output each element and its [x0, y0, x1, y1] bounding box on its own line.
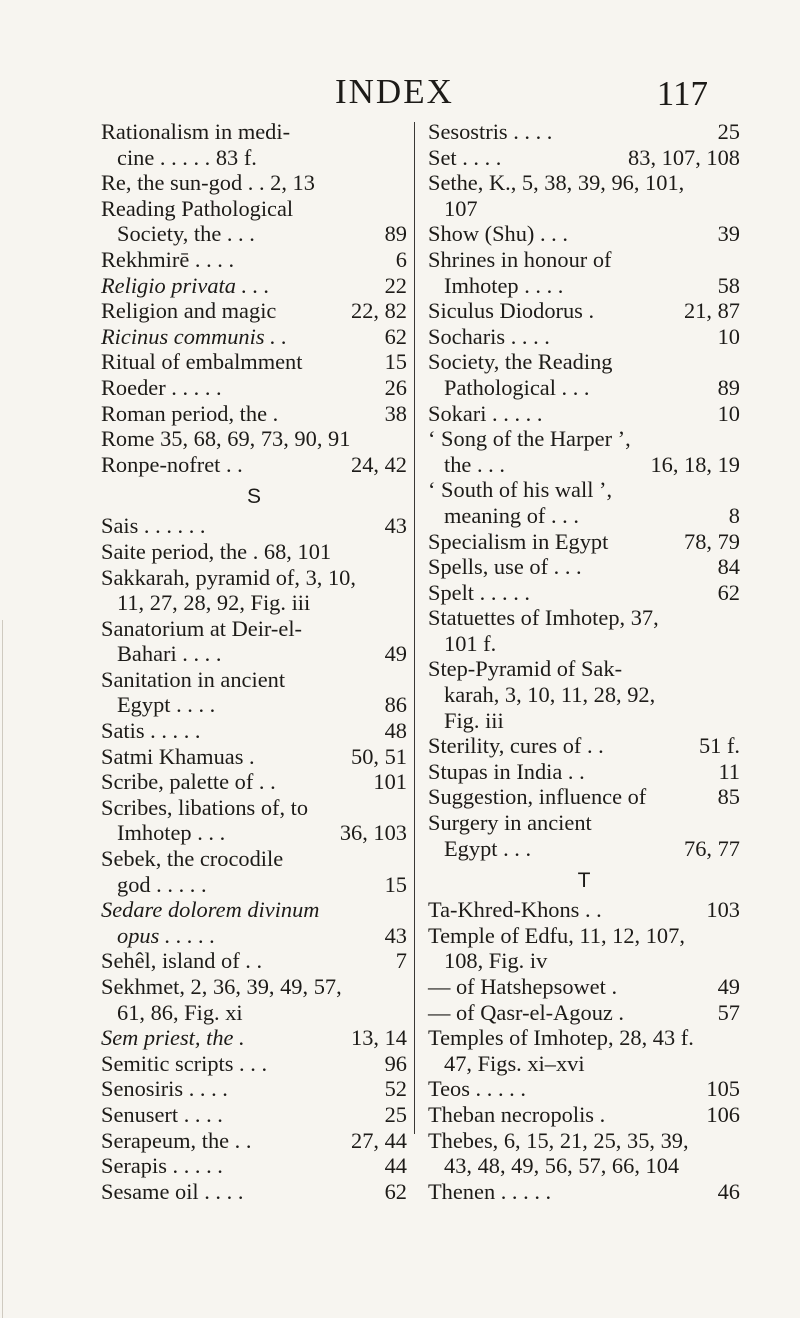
index-entry: Reading Pathological [101, 195, 294, 221]
index-entry: Shrines in honour of [428, 246, 612, 272]
index-entry: Ta-Khred-Khons . . 103 [428, 897, 740, 923]
section-letter-s: S [246, 485, 261, 509]
index-entry: Sokari . . . . . 10 [428, 400, 740, 426]
index-entry: Sterility, cures of . . 51 f. [428, 733, 740, 759]
index-entry: Sesostris . . . . 25 [428, 119, 740, 144]
index-entry: Step-Pyramid of Sak- [428, 656, 623, 682]
index-entry: Satis . . . . . 48 [101, 718, 407, 744]
index-entry: Surgery in ancient [428, 810, 592, 836]
index-entry: Rekhmirē . . . . 6 [101, 246, 407, 272]
column-divider [414, 122, 415, 1134]
index-entry: Sekhmet, 2, 36, 39, 49, 57, [101, 974, 342, 999]
index-entry-continuation: cine . . . . . 83 f. [117, 144, 257, 170]
index-entry: Sais . . . . . . 43 [101, 513, 407, 539]
index-entry: Thenen . . . . . 46 [428, 1178, 740, 1204]
index-entry-continuation: Pathological . . . 89 [444, 374, 740, 400]
index-entry: Serapeum, the . . 27, 44 [101, 1127, 407, 1153]
index-entry: Sethe, K., 5, 38, 39, 96, 101, [428, 170, 685, 196]
index-entry: Ronpe-nofret . . 24, 42 [101, 451, 407, 477]
index-entry-continuation: 43, 48, 49, 56, 57, 66, 104 [444, 1153, 680, 1179]
index-entry-continuation: Egypt . . . 76, 77 [444, 835, 740, 861]
page-title: INDEX [335, 72, 454, 111]
index-entry: Set . . . . 83, 107, 108 [428, 144, 740, 170]
index-entry: — of Hatshepsowet . 49 [428, 974, 740, 999]
index-entry: ‘ South of his wall ’, [428, 477, 613, 503]
index-entry-continuation: Imhotep . . . . 58 [444, 272, 740, 298]
index-entry: Spelt . . . . . 62 [428, 579, 740, 605]
index-entry: Roeder . . . . . 26 [101, 374, 407, 400]
index-entry: Scribes, libations of, to [101, 794, 309, 820]
index-entry-continuation: 108, Fig. iv [444, 948, 548, 974]
index-entry: ‘ Song of the Harper ’, [428, 426, 631, 452]
section-letter-t: T [577, 869, 591, 893]
index-entry: Saite period, the . 68, 101 [101, 538, 332, 564]
index-entry: Ricinus communis . . 62 [101, 323, 407, 349]
index-entry: Ritual of embalmment 15 [101, 349, 407, 375]
index-entry-continuation: karah, 3, 10, 11, 28, 92, [444, 682, 656, 708]
index-entry-continuation: Egypt . . . . 86 [117, 692, 407, 718]
index-entry: Rationalism in medi- [101, 119, 291, 144]
index-entry: Sedare dolorem divinum [101, 897, 320, 923]
page-header [0, 72, 800, 112]
index-entry: Spells, use of . . . 84 [428, 554, 740, 580]
index-entry-continuation: Imhotep . . . 36, 103 [117, 820, 407, 846]
index-entry: Theban necropolis . 106 [428, 1101, 740, 1127]
index-entry: Show (Shu) . . . 39 [428, 221, 740, 247]
index-entry-continuation: 61, 86, Fig. xi [117, 999, 243, 1025]
index-entry: Stupas in India . . 11 [428, 758, 740, 784]
index-entry: Thebes, 6, 15, 21, 25, 35, 39, [428, 1127, 689, 1153]
index-entry: Statuettes of Imhotep, 37, [428, 605, 659, 631]
index-entry: Semitic scripts . . . 96 [101, 1050, 407, 1076]
index-entry: Temples of Imhotep, 28, 43 f. [428, 1025, 694, 1051]
index-entry: Temple of Edfu, 11, 12, 107, [428, 922, 685, 948]
index-entry: Suggestion, influence of 85 [428, 784, 740, 810]
index-entry-continuation: god . . . . . 15 [117, 871, 407, 897]
index-entry-continuation: 11, 27, 28, 92, Fig. iii [117, 590, 311, 616]
index-entry-continuation: Fig. iii [444, 707, 504, 733]
index-entry: Senosiris . . . . 52 [101, 1076, 407, 1102]
index-entry-continuation: opus . . . . . 43 [117, 922, 407, 948]
index-entry-continuation: 47, Figs. xi–xvi [444, 1050, 585, 1076]
index-entry: Roman period, the . 38 [101, 400, 407, 426]
index-entry: Sebek, the crocodile [101, 846, 284, 872]
index-entry: Religio privata . . . 22 [101, 272, 407, 298]
index-entry: — of Qasr-el-Agouz . 57 [428, 999, 740, 1025]
index-entry-continuation: 101 f. [444, 630, 497, 656]
index-entry: Re, the sun-god . . 2, 13 [101, 170, 315, 196]
index-entry: Socharis . . . . 10 [428, 323, 740, 349]
index-entry: Scribe, palette of . . 101 [101, 769, 407, 795]
index-entry-continuation: the . . . 16, 18, 19 [444, 451, 740, 477]
index-entry: Religion and magic 22, 82 [101, 298, 407, 324]
index-entry: Sem priest, the . 13, 14 [101, 1025, 407, 1051]
index-entry: Serapis . . . . . 44 [101, 1153, 407, 1179]
index-entry: Sanatorium at Deir-el- [101, 615, 302, 641]
index-entry-continuation: Bahari . . . . 49 [117, 641, 407, 667]
page-edge-line [2, 620, 3, 1318]
index-entry-continuation: Society, the . . . 89 [117, 221, 407, 247]
index-column-right [428, 119, 740, 1204]
index-entry: Sakkarah, pyramid of, 3, 10, [101, 564, 356, 590]
index-entry: Senusert . . . . 25 [101, 1101, 407, 1127]
index-entry: Sesame oil . . . . 62 [101, 1178, 407, 1204]
index-entry: Society, the Reading [428, 349, 613, 375]
index-entry: Teos . . . . . 105 [428, 1076, 740, 1102]
index-entry: Sanitation in ancient [101, 666, 286, 692]
index-column-left [101, 119, 407, 1204]
index-entry: Rome 35, 68, 69, 73, 90, 91 [101, 426, 351, 452]
index-entry: Satmi Khamuas . 50, 51 [101, 743, 407, 769]
index-entry-continuation: 107 [444, 195, 478, 221]
index-entry: Siculus Diodorus . 21, 87 [428, 298, 740, 324]
index-entry: Specialism in Egypt 78, 79 [428, 528, 740, 554]
index-entry: Sehêl, island of . . 7 [101, 948, 407, 974]
page-number: 117 [656, 74, 708, 113]
index-entry-continuation: meaning of . . . 8 [444, 502, 740, 528]
